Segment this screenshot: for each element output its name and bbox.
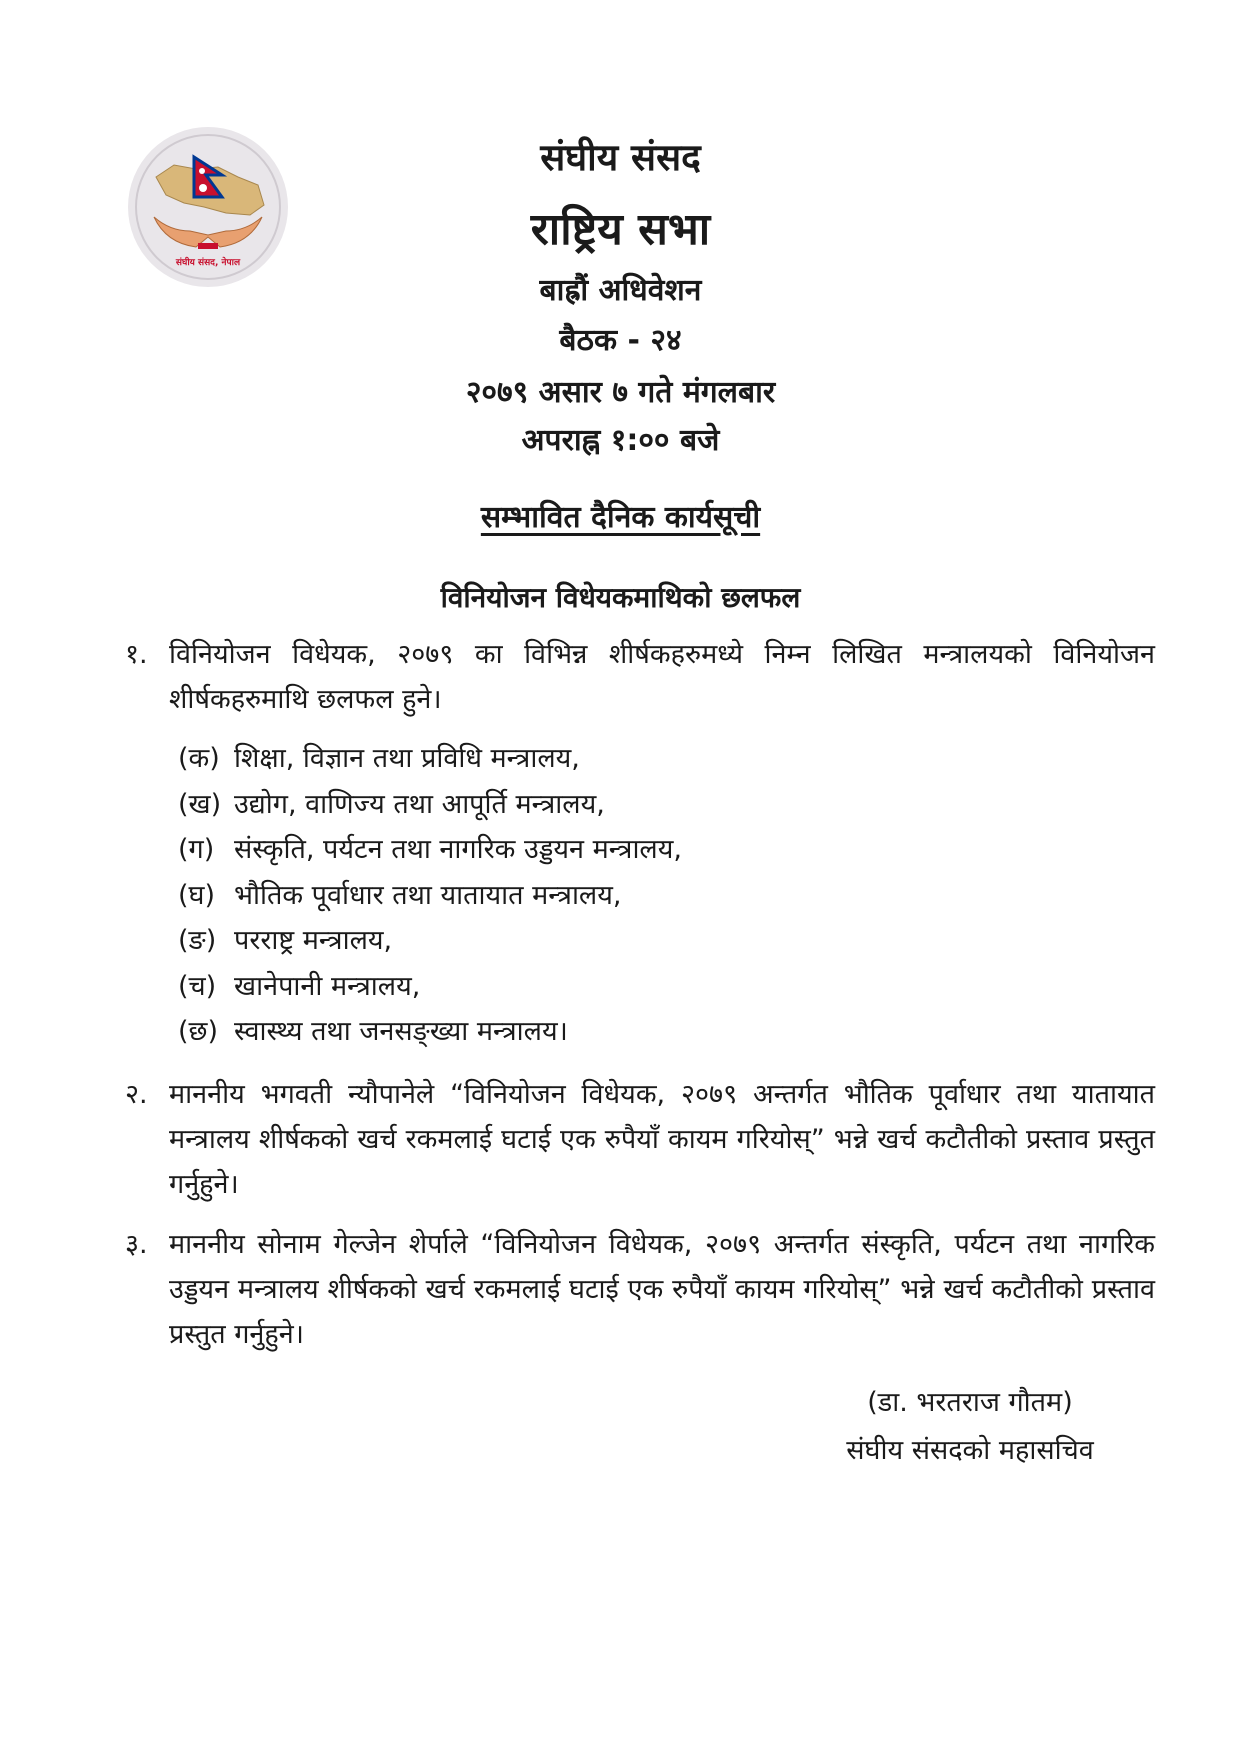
ministry-list-item [178, 782, 682, 828]
ministry-label: (घ) [178, 879, 216, 911]
agenda-item-number: १. [125, 639, 148, 670]
ministry-list-item [178, 873, 682, 919]
signatory-title: संघीय संसदको महासचिव [846, 1435, 1094, 1466]
signatory-name: (डा. भरतराज गौतम) [867, 1387, 1073, 1418]
ministry-label: (ख) [178, 788, 222, 820]
agenda-item-text: माननीय सोनाम गेल्जेन शेर्पाले “विनियोजन विधेयक, २०७९ अन्तर्गत संस्कृति, पर्यटन तथा नागरिक उड्डयन मन्त्रालय शीर्षकको खर्च रकमलाई घटाई एक रुपैयाँ कायम गरियोस्” भन्ने खर्च कटौतीको प्रस्ताव प्रस्तुत गर्नुहुने। [169, 1229, 1155, 1350]
parliament-name: संघीय संसद [540, 136, 701, 179]
ministry-text: स्वास्थ्य तथा जनसङ्ख्या मन्त्रालय। [234, 1016, 568, 1047]
agenda-item-number: २. [125, 1079, 148, 1110]
ministry-text: उद्योग, वाणिज्य तथा आपूर्ति मन्त्रालय, [234, 788, 605, 820]
meeting-date: २०७९ असार ७ गते मंगलबार [465, 375, 776, 410]
ministry-list-item [178, 736, 682, 782]
ministry-list-item [178, 1009, 682, 1055]
house-name: राष्ट्रिय सभा [530, 204, 711, 255]
ministry-label: (ङ) [178, 925, 217, 956]
ministry-list-item [178, 964, 682, 1010]
agenda-item-3 [125, 1222, 1155, 1357]
ministry-text: संस्कृति, पर्यटन तथा नागरिक उड्डयन मन्त्रालय, [234, 834, 682, 865]
ministry-list [178, 736, 682, 1055]
agenda-item-1 [125, 632, 1155, 722]
ministry-list-item [178, 827, 682, 873]
logo-caption: संघीय संसद, नेपाल [175, 258, 241, 268]
ministry-label: (च) [178, 970, 217, 1002]
agenda-item-text: माननीय भगवती न्यौपानेले “विनियोजन विधेयक, २०७९ अन्तर्गत भौतिक पूर्वाधार तथा यातायात मन्त्रालय शीर्षकको खर्च रकमलाई घटाई एक रुपैयाँ कायम गरियोस्” भन्ने खर्च कटौतीको प्रस्ताव प्रस्तुत गर्नुहुने। [169, 1079, 1155, 1200]
ministry-label: (छ) [178, 1016, 218, 1047]
ministry-label: (क) [178, 743, 220, 774]
agenda-title [0, 495, 1241, 536]
ministry-label: (ग) [178, 834, 215, 865]
session-name: बाह्रौं अधिवेशन [539, 273, 702, 308]
ministry-text: भौतिक पूर्वाधार तथा यातायात मन्त्रालय, [234, 879, 622, 911]
ministry-text: खानेपानी मन्त्रालय, [234, 970, 421, 1002]
agenda-item-number: ३. [125, 1229, 148, 1260]
ministry-text: शिक्षा, विज्ञान तथा प्रविधि मन्त्रालय, [234, 743, 580, 774]
agenda-title-text: सम्भावित दैनिक कार्यसूची [480, 500, 761, 535]
meeting-time: अपराह्न १:०० बजे [521, 423, 720, 458]
meeting-number: बैठक - २४ [559, 323, 682, 358]
section-title: विनियोजन विधेयकमाथिको छलफल [440, 581, 801, 614]
ministry-text: परराष्ट्र मन्त्रालय, [234, 925, 393, 956]
agenda-item-text: विनियोजन विधेयक, २०७९ का विभिन्न शीर्षकहरुमध्ये निम्न लिखित मन्त्रालयको विनियोजन शीर्षकहरुमाथि छलफल हुने। [169, 639, 1155, 715]
agenda-item-2 [125, 1072, 1155, 1207]
ministry-list-item [178, 918, 682, 964]
